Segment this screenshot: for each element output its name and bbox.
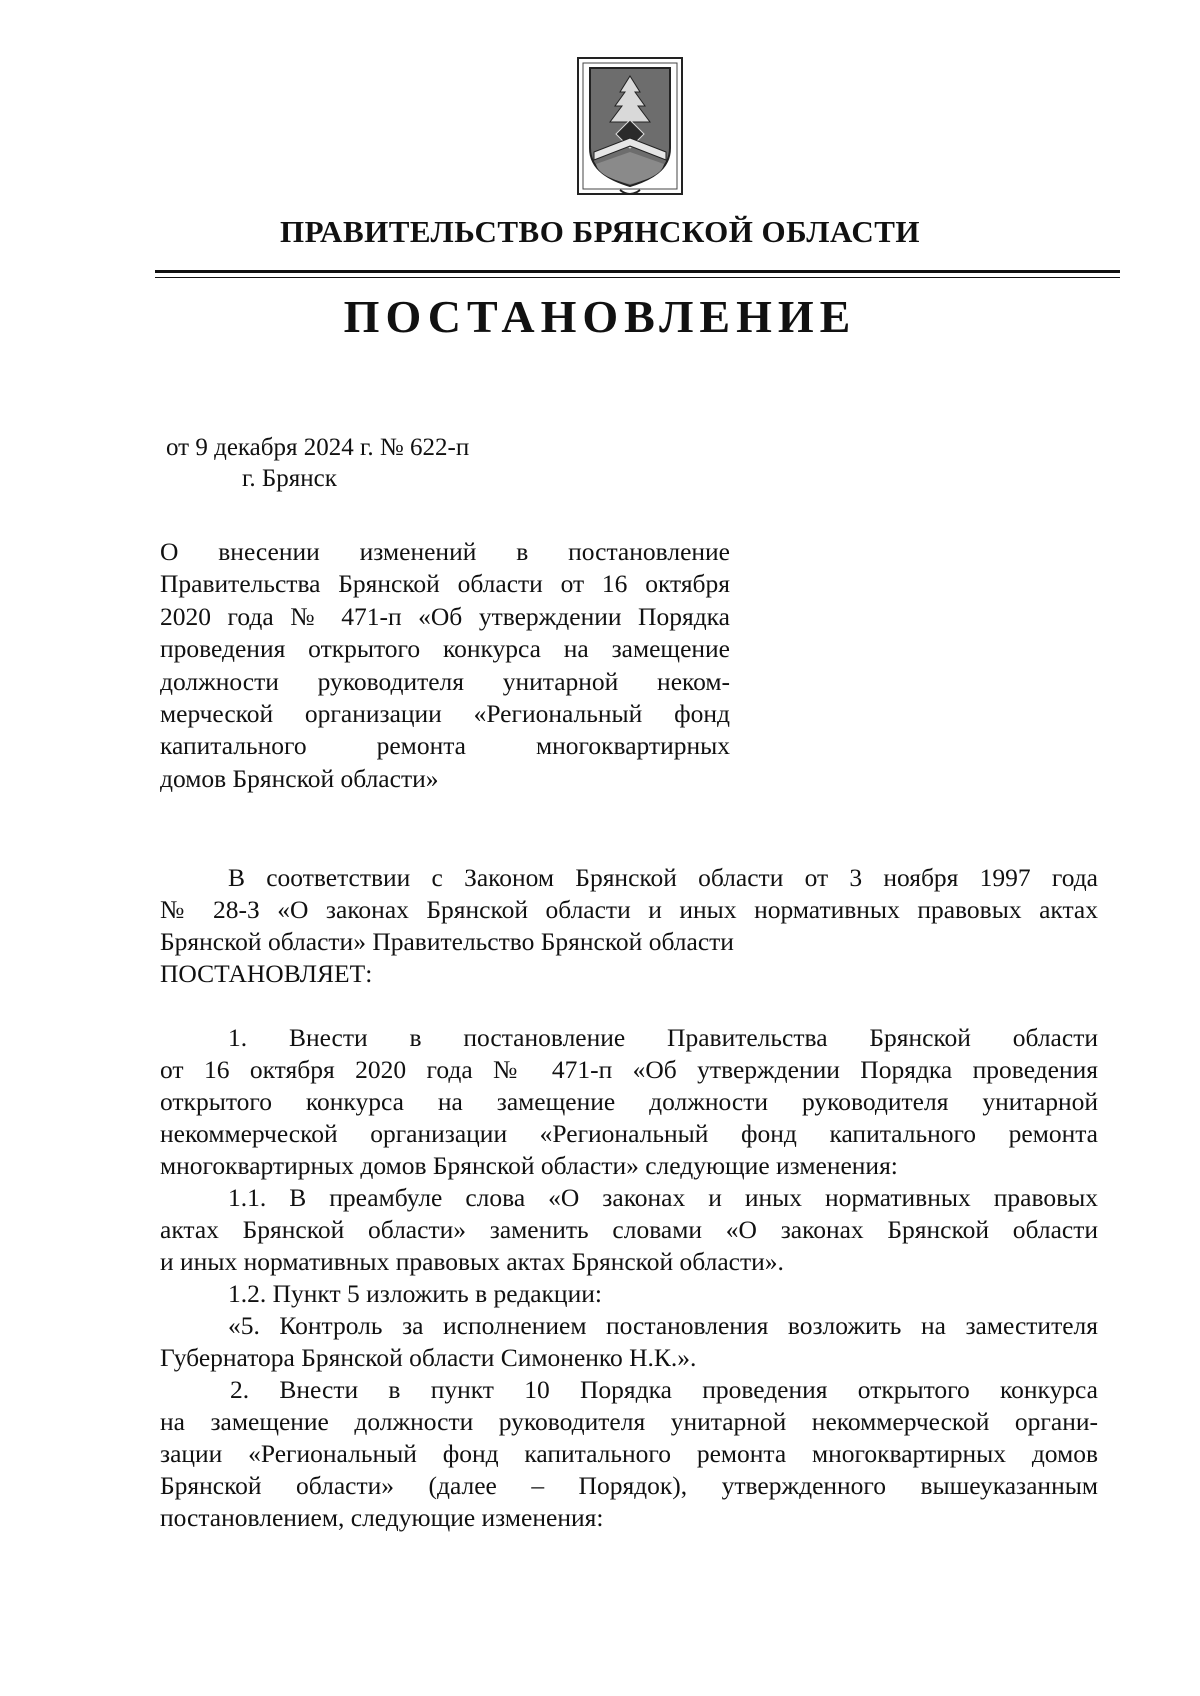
header-rule-thick: [155, 270, 1120, 273]
preamble-line: № 28-З «О законах Брянской области и иных нормативных правовых актах: [160, 895, 1098, 924]
clause-line: некоммерческой организации «Региональный фонд капитального ремонта: [160, 1119, 1098, 1148]
subject-line: должности руководителя унитарной неком-: [160, 666, 730, 696]
clause-line: и иных нормативных правовых актах Брянской области».: [160, 1247, 784, 1276]
clause-line: постановлением, следующие изменения:: [160, 1503, 604, 1532]
header-rule-thin: [155, 277, 1120, 278]
document-date-number: от 9 декабря 2024 г. № 622-п: [166, 434, 470, 461]
clause-line: актах Брянской области» заменить словами «О законах Брянской области: [160, 1215, 1098, 1244]
resolves-word: ПОСТАНОВЛЯЕТ:: [160, 959, 373, 988]
clause-line: Брянской области» (далее – Порядок), утвержденного вышеуказанным: [160, 1471, 1098, 1500]
document-type-heading: ПОСТАНОВЛЕНИЕ: [343, 291, 857, 342]
preamble-line: В соответствии с Законом Брянской области от 3 ноября 1997 года: [228, 863, 1098, 892]
clause-line: «5. Контроль за исполнением постановления возложить на заместителя: [228, 1311, 1098, 1340]
clause-line: 1.1. В преамбуле слова «О законах и иных нормативных правовых: [228, 1183, 1098, 1212]
clause-line: от 16 октября 2020 года № 471-п «Об утверждении Порядка проведения: [160, 1055, 1098, 1084]
clause-line: 1.2. Пункт 5 изложить в редакции:: [228, 1279, 602, 1308]
clauses-section: [160, 1022, 1098, 1534]
document-subject: [160, 536, 730, 795]
subject-line: Правительства Брянской области от 16 октября: [160, 569, 730, 599]
clause-line: на замещение должности руководителя унитарной некоммерческой органи-: [160, 1407, 1098, 1436]
preamble-line: Брянской области» Правительство Брянской области: [160, 927, 734, 956]
clause-line: открытого конкурса на замещение должности руководителя унитарной: [160, 1087, 1098, 1116]
subject-line: домов Брянской области»: [160, 763, 439, 793]
coat-of-arms-icon: [570, 52, 690, 200]
document-city: г. Брянск: [242, 465, 337, 492]
subject-line: мерческой организации «Региональный фонд: [160, 699, 730, 729]
preamble-paragraph: [160, 862, 1098, 990]
clause-line: многоквартирных домов Брянской области» следующие изменения:: [160, 1151, 898, 1180]
clause-line: 2. Внести в пункт 10 Порядка проведения открытого конкурса: [230, 1375, 1098, 1404]
subject-line: О внесении изменений в постановление: [160, 537, 730, 566]
subject-line: капитального ремонта многоквартирных: [160, 731, 730, 761]
government-title: ПРАВИТЕЛЬСТВО БРЯНСКОЙ ОБЛАСТИ: [279, 214, 921, 249]
coat-of-arms-emblem: [570, 52, 690, 200]
clause-line: зации «Региональный фонд капитального ремонта многоквартирных домов: [160, 1439, 1098, 1468]
subject-line: 2020 года № 471-п «Об утверждении Порядка: [160, 601, 730, 631]
clause-line: Губернатора Брянской области Симоненко Н.К.».: [160, 1343, 697, 1372]
subject-line: проведения открытого конкурса на замещение: [160, 634, 730, 664]
clause-line: 1. Внести в постановление Правительства Брянской области: [228, 1023, 1098, 1052]
